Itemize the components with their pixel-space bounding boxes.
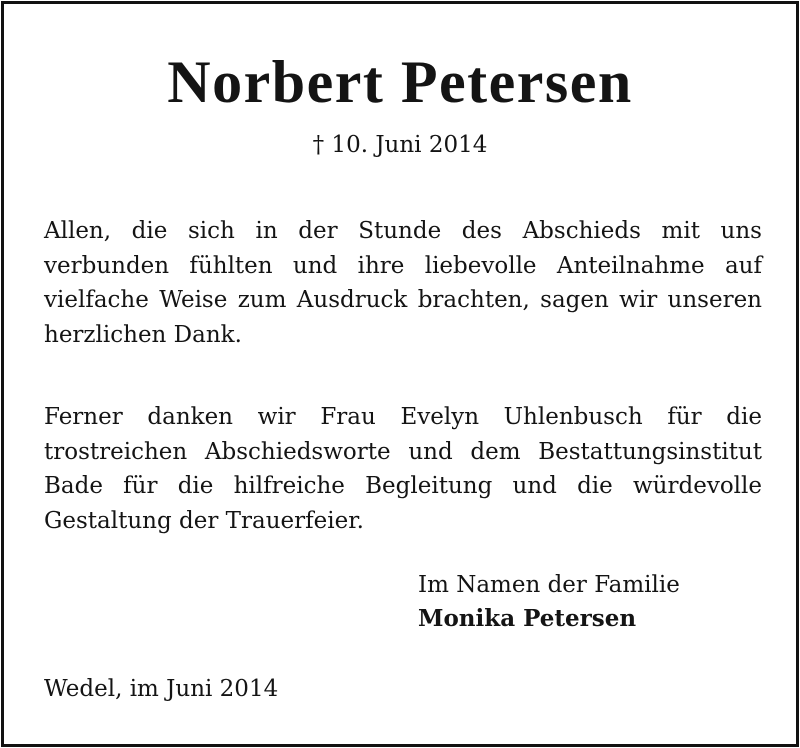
signer-name: Monika Petersen xyxy=(418,605,637,632)
thanks-paragraph: Allen, die sich in der Stunde des Abschieds mit uns verbunden fühlten und ihre liebevolle Anteilnahme auf vielfache Weise zum Ausdruck brachten, sagen wir unseren herzlichen Dank. xyxy=(44,218,762,348)
obituary-notice xyxy=(1,1,799,747)
death-date: † 10. Juni 2014 xyxy=(312,132,488,158)
acknowledgement-paragraph: Ferner danken wir Frau Evelyn Uhlenbusch für die trostreichen Abschiedsworte und dem Bestattungsinstitut Bade für die hilfreiche Begleitung und die würdevolle Gestaltung der Trauerfeier. xyxy=(44,404,762,534)
place-and-date: Wedel, im Juni 2014 xyxy=(44,676,279,702)
signature-block xyxy=(418,569,680,635)
signature-intro: Im Namen der Familie xyxy=(418,572,680,598)
deceased-name: Norbert Petersen xyxy=(167,49,633,115)
